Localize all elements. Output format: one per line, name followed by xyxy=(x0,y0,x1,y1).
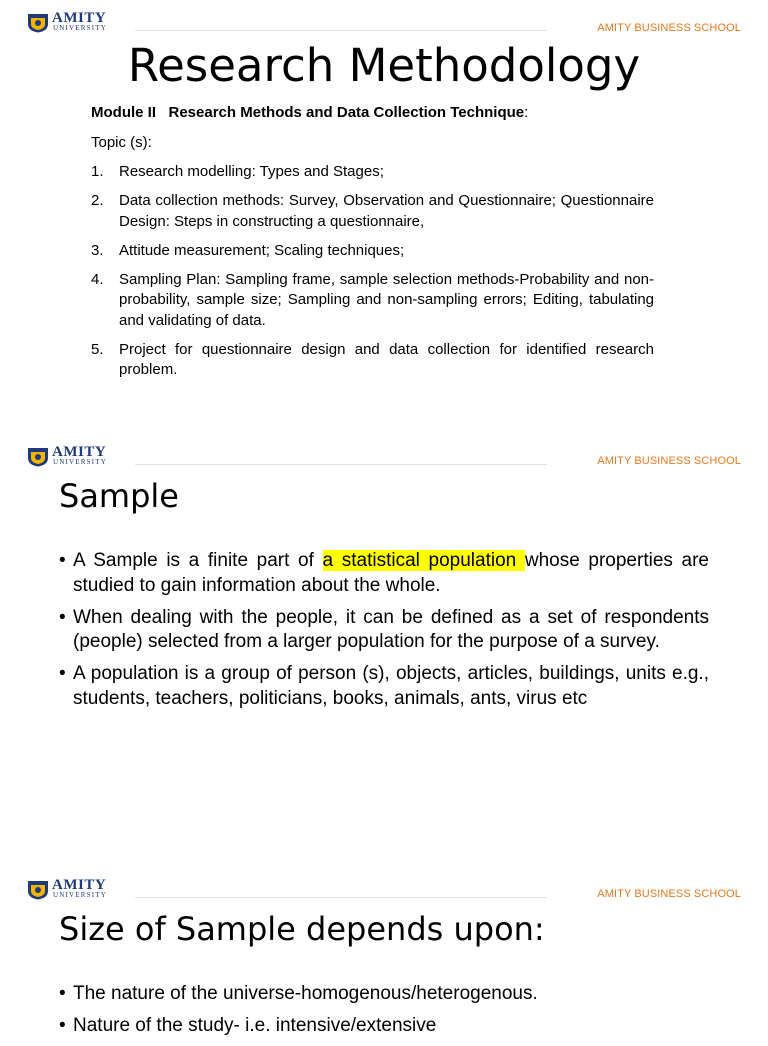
logo-word: AMITY xyxy=(52,877,107,893)
bullet-text: Nature of the study- i.e. intensive/extensive xyxy=(73,1015,437,1036)
module-text: Module II Research Methods and Data Collection Technique xyxy=(91,104,525,121)
amity-logo xyxy=(27,879,127,901)
list-text: Data collection methods: Survey, Observation and Questionnaire; Questionnaire Design: Steps in constructing a questionnaire, xyxy=(119,192,654,230)
list-text: Research modelling: Types and Stages; xyxy=(119,163,384,180)
logo-word: AMITY xyxy=(52,10,107,26)
bullet-list xyxy=(59,982,709,1046)
list-number: 3. xyxy=(91,241,104,259)
slide-sample-size xyxy=(0,868,768,1036)
list-number: 5. xyxy=(91,340,104,358)
bullet-item xyxy=(59,982,709,1007)
logo-subtitle: UNIVERSITY xyxy=(53,891,107,899)
logo-subtitle: UNIVERSITY xyxy=(53,458,107,466)
bullet-item xyxy=(59,606,709,655)
logo-subtitle: UNIVERSITY xyxy=(53,24,107,32)
topic-label: Topic (s): xyxy=(91,134,152,151)
list-number: 2. xyxy=(91,192,104,209)
bullet-glyph: • xyxy=(59,550,66,571)
bullet-glyph: • xyxy=(59,983,66,1004)
slide-title: Research Methodology xyxy=(127,39,641,92)
list-item xyxy=(91,162,654,183)
bullet-item xyxy=(59,662,709,711)
list-text: Project for questionnaire design and data collection for identified research problem. xyxy=(119,340,654,378)
module-colon: : xyxy=(524,104,529,121)
list-item xyxy=(91,241,654,262)
list-item xyxy=(91,340,654,381)
slide-sample xyxy=(0,435,768,835)
bullet-text: The nature of the universe-homogenous/heterogenous. xyxy=(73,983,538,1004)
list-item xyxy=(91,191,654,232)
bullet-glyph: • xyxy=(59,1015,66,1036)
bullet-list xyxy=(59,549,709,719)
highlighted-text: a statistical population xyxy=(322,550,525,571)
school-name: AMITY BUSINESS SCHOOL xyxy=(597,888,741,900)
bullet-text: A population is a group of person (s), objects, articles, buildings, units e.g., students, teachers, politicians, books, animals, ants, virus etc xyxy=(73,663,709,709)
amity-shield-icon xyxy=(27,880,49,900)
school-name: AMITY BUSINESS SCHOOL xyxy=(597,22,741,34)
logo-word: AMITY xyxy=(52,444,107,460)
bullet-glyph: • xyxy=(59,663,66,684)
bullet-item xyxy=(59,549,709,598)
list-text: Sampling Plan: Sampling frame, sample selection methods-Probability and non- probability, sample size; Sampling and non-sampling errors; Editing, tabulating and validating of data. xyxy=(119,270,654,329)
header-divider xyxy=(135,464,547,465)
amity-shield-icon xyxy=(27,447,49,467)
slide-heading: Size of Sample depends upon: xyxy=(59,910,545,948)
list-item xyxy=(91,270,654,332)
amity-logo xyxy=(27,12,127,34)
slide-heading: Sample xyxy=(59,477,179,515)
bullet-glyph: • xyxy=(59,606,66,628)
amity-logo xyxy=(27,446,127,468)
bullet-text: A Sample is a finite part of xyxy=(73,550,323,571)
list-number: 1. xyxy=(91,163,104,180)
bullet-text: whose properties are studied to gain information about the whole. xyxy=(73,550,709,596)
amity-shield-icon xyxy=(27,13,49,33)
header-divider xyxy=(135,897,547,898)
topic-list xyxy=(91,162,654,389)
header-divider xyxy=(135,30,547,31)
bullet-item xyxy=(59,1014,709,1039)
list-text: Attitude measurement; Scaling techniques; xyxy=(119,241,405,259)
school-name: AMITY BUSINESS SCHOOL xyxy=(597,455,741,467)
slide-research-methodology xyxy=(0,0,768,410)
list-number: 4. xyxy=(91,270,104,288)
module-heading xyxy=(91,104,528,121)
bullet-text: When dealing with the people, it can be defined as a set of respondents (people) selected from a larger population for the purpose of a survey. xyxy=(73,606,709,652)
